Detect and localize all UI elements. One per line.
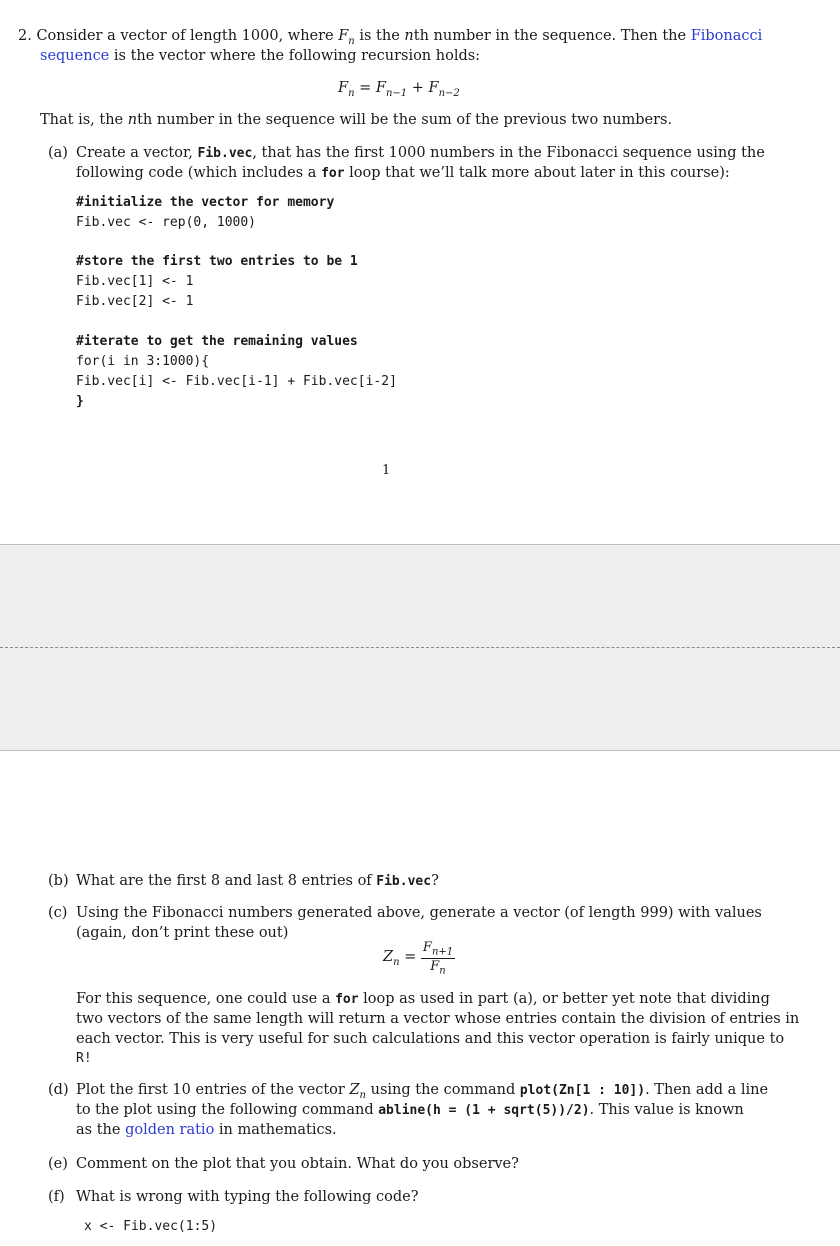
- part-c-label: (c): [48, 905, 68, 921]
- part-d-line2: to the plot using the following command abline(h = (1 + sqrt(5))/2). This value is known: [76, 1102, 744, 1118]
- part-f-label: (f): [48, 1189, 65, 1205]
- code-line: [76, 314, 397, 334]
- part-e-text: Comment on the plot that you obtain. What do you observe?: [76, 1156, 519, 1172]
- code-line: #iterate to get the remaining values: [76, 334, 358, 349]
- page-number: 1: [382, 463, 391, 478]
- code-line: #store the first two entries to be 1: [76, 254, 358, 269]
- part-e-label: (e): [48, 1156, 68, 1172]
- part-c-para-line1: For this sequence, one could use a for loop as used in part (a), or better yet note that dividing: [76, 991, 770, 1007]
- z-equation: $Z_n$ = $\frac{F_{n+1}}{F_n}$: [383, 940, 454, 977]
- code-line: for(i in 3:1000){: [76, 354, 210, 369]
- part-a-line2: following code (which includes a for loop that we’ll talk more about later in this course):: [76, 165, 730, 181]
- part-c-para-line4: R!: [76, 1051, 92, 1066]
- part-c-line1: Using the Fibonacci numbers generated above, generate a vector (of length 999) with values: [76, 905, 762, 921]
- code-line: Fib.vec[2] <- 1: [76, 294, 194, 309]
- code-line: #initialize the vector for memory: [76, 195, 335, 210]
- inline-code: for: [321, 166, 345, 181]
- fn-symbol: $F_n$: [338, 28, 355, 47]
- part-f-code: x <- Fib.vec(1:5): [84, 1219, 218, 1234]
- question-2-line2: sequence is the vector where the following recursion holds:: [40, 48, 481, 64]
- sequence-link[interactable]: sequence: [40, 48, 110, 64]
- inline-code: for: [335, 992, 359, 1007]
- part-c-para-line2: two vectors of the same length will return a vector whose entries contain the division of entries in: [76, 1011, 800, 1027]
- recursion-equation: $F_n = F_{n-1} + F_{n-2}$: [338, 80, 460, 99]
- part-a-line1: Create a vector, Fib.vec, that has the first 1000 numbers in the Fibonacci sequence using the: [76, 145, 765, 161]
- part-c-line2: (again, don’t print these out): [76, 925, 289, 941]
- part-a-label: (a): [48, 145, 68, 161]
- code-line: }: [76, 394, 84, 409]
- question-number: 2.: [18, 28, 32, 44]
- inline-code: Fib.vec: [197, 146, 253, 161]
- inline-code: Fib.vec: [376, 874, 432, 889]
- part-d-label: (d): [48, 1082, 69, 1098]
- code-line: Fib.vec[i] <- Fib.vec[i-1] + Fib.vec[i-2]: [76, 374, 397, 389]
- part-d-line1: Plot the first 10 entries of the vector $Z_n$ using the command plot(Zn[1 : 10]). Then add a line: [76, 1082, 769, 1101]
- code-block-a: [76, 195, 397, 414]
- page-break-dashed-line: [0, 647, 840, 648]
- part-f-text: What is wrong with typing the following code?: [76, 1189, 419, 1205]
- code-line: Fib.vec <- rep(0, 1000): [76, 215, 257, 230]
- page-break: [0, 544, 840, 751]
- inline-code: abline(h = (1 + sqrt(5))/2): [378, 1103, 590, 1118]
- fibonacci-link[interactable]: Fibonacci: [690, 28, 763, 44]
- part-b-label: (b): [48, 873, 69, 889]
- inline-code: plot(Zn[1 : 10]): [519, 1083, 646, 1098]
- code-line: Fib.vec[1] <- 1: [76, 274, 194, 289]
- part-d-line3: as the golden ratio in mathematics.: [76, 1122, 337, 1138]
- that-is-sentence: That is, the nth number in the sequence will be the sum of the previous two numbers.: [40, 112, 673, 128]
- question-2-line1: 2. Consider a vector of length 1000, where $F_n$ is the nth number in the sequence. Then the Fibonacci: [18, 28, 763, 47]
- part-b-text: What are the first 8 and last 8 entries of Fib.vec?: [76, 873, 439, 889]
- part-c-para-line3: each vector. This is very useful for such calculations and this vector operation is fairly unique to: [76, 1031, 785, 1047]
- golden-ratio-link[interactable]: golden ratio: [125, 1122, 215, 1138]
- code-line: [76, 235, 397, 254]
